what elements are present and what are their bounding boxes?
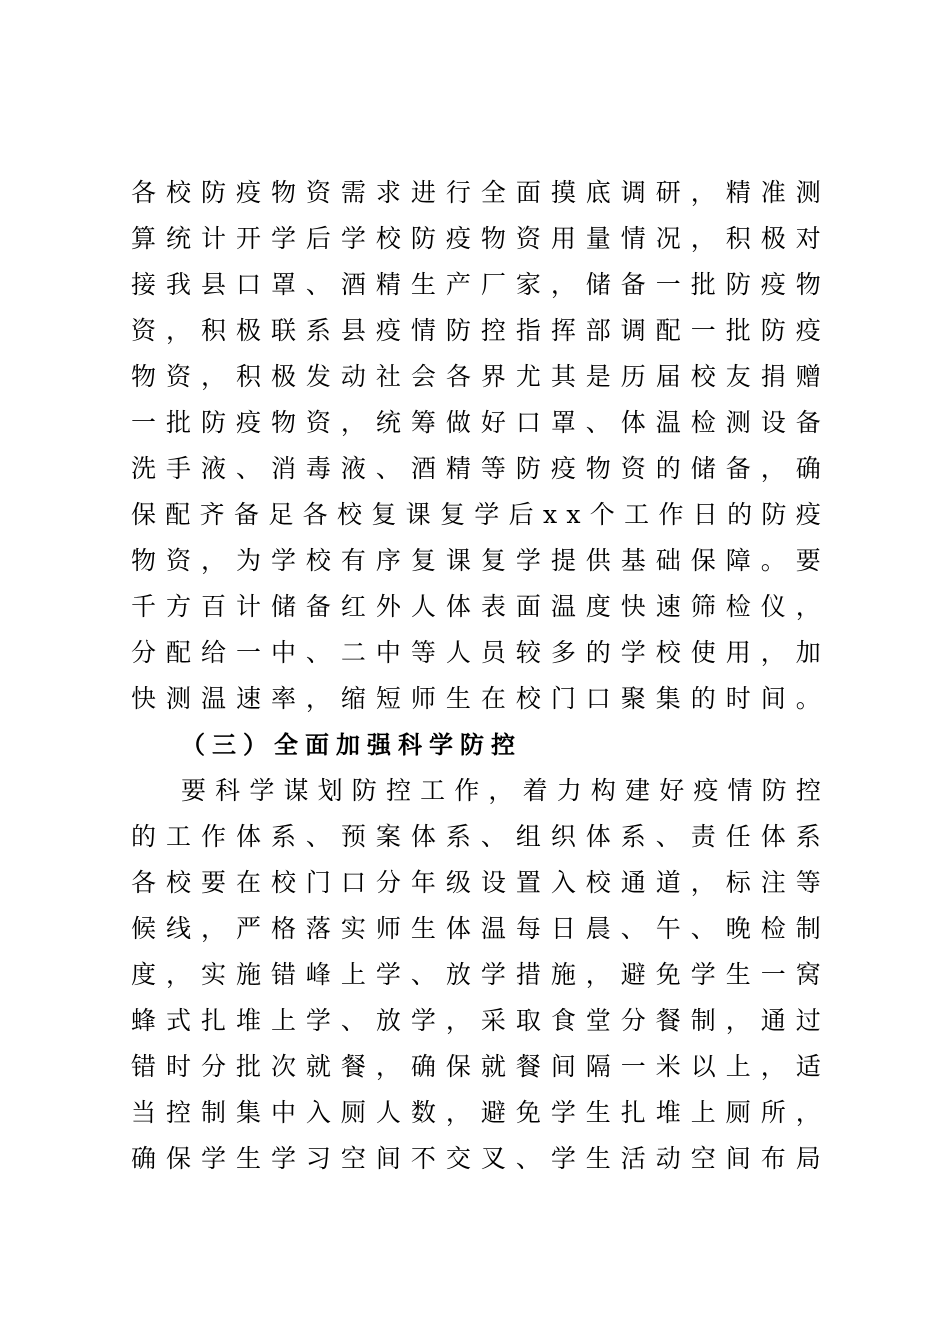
paragraph-line: 的 工 作 体 系 、 预 案 体 系 、 组 织 体 系 、 责 任 体 系: [131, 822, 821, 851]
paragraph-line: 资 ， 积 极 联 系 县 疫 情 防 控 指 挥 部 调 配 一 批 防 疫: [131, 316, 821, 345]
paragraph-line: 洗 手 液 、 消 毒 液 、 酒 精 等 防 疫 物 资 的 储 备 ， 确: [131, 454, 821, 483]
paragraph-line: 蜂 式 扎 堆 上 学 、 放 学 ， 采 取 食 堂 分 餐 制 ， 通 过: [131, 1006, 821, 1035]
paragraph-line: 度 ， 实 施 错 峰 上 学 、 放 学 措 施 ， 避 免 学 生 一 窝: [131, 960, 821, 989]
paragraph-line: 物 资 ， 积 极 发 动 社 会 各 界 尤 其 是 历 届 校 友 捐 赠: [131, 362, 821, 391]
paragraph-line: 算 统 计 开 学 后 学 校 防 疫 物 资 用 量 情 况 ， 积 极 对: [131, 224, 821, 253]
paragraph-line: 一 批 防 疫 物 资 ， 统 筹 做 好 口 罩 、 体 温 检 测 设 备: [131, 408, 821, 437]
paragraph-line: 要 科 学 谋 划 防 控 工 作 ， 着 力 构 建 好 疫 情 防 控: [181, 776, 821, 805]
paragraph-line: 候 线 ， 严 格 落 实 师 生 体 温 每 日 晨 、 午 、 晚 检 制: [131, 914, 821, 943]
paragraph-line: 接 我 县 口 罩 、 酒 精 生 产 厂 家 ， 储 备 一 批 防 疫 物: [131, 270, 821, 299]
paragraph-line: 各 校 防 疫 物 资 需 求 进 行 全 面 摸 底 调 研 ， 精 准 测: [131, 178, 821, 207]
section-heading: （三）全面加强科学防控: [181, 730, 522, 759]
paragraph-line: 当 控 制 集 中 入 厕 人 数 ， 避 免 学 生 扎 堆 上 厕 所 ，: [131, 1098, 821, 1127]
paragraph-line: 物 资 ， 为 学 校 有 序 复 课 复 学 提 供 基 础 保 障 。 要: [131, 546, 821, 575]
paragraph-line: 确 保 学 生 学 习 空 间 不 交 叉 、 学 生 活 动 空 间 布 局: [131, 1144, 821, 1173]
paragraph-line: 分 配 给 一 中 、 二 中 等 人 员 较 多 的 学 校 使 用 ， 加: [131, 638, 821, 667]
paragraph-line: 保 配 齐 备 足 各 校 复 课 复 学 后 x x 个 工 作 日 的 防 疫: [131, 500, 821, 529]
paragraph-line: 千 方 百 计 储 备 红 外 人 体 表 面 温 度 快 速 筛 检 仪 ，: [131, 592, 821, 621]
paragraph-line: 错 时 分 批 次 就 餐 ， 确 保 就 餐 间 隔 一 米 以 上 ， 适: [131, 1052, 821, 1081]
paragraph-line: 各 校 要 在 校 门 口 分 年 级 设 置 入 校 通 道 ， 标 注 等: [131, 868, 821, 897]
paragraph-line: 快 测 温 速 率 ， 缩 短 师 生 在 校 门 口 聚 集 的 时 间 。: [131, 684, 821, 713]
